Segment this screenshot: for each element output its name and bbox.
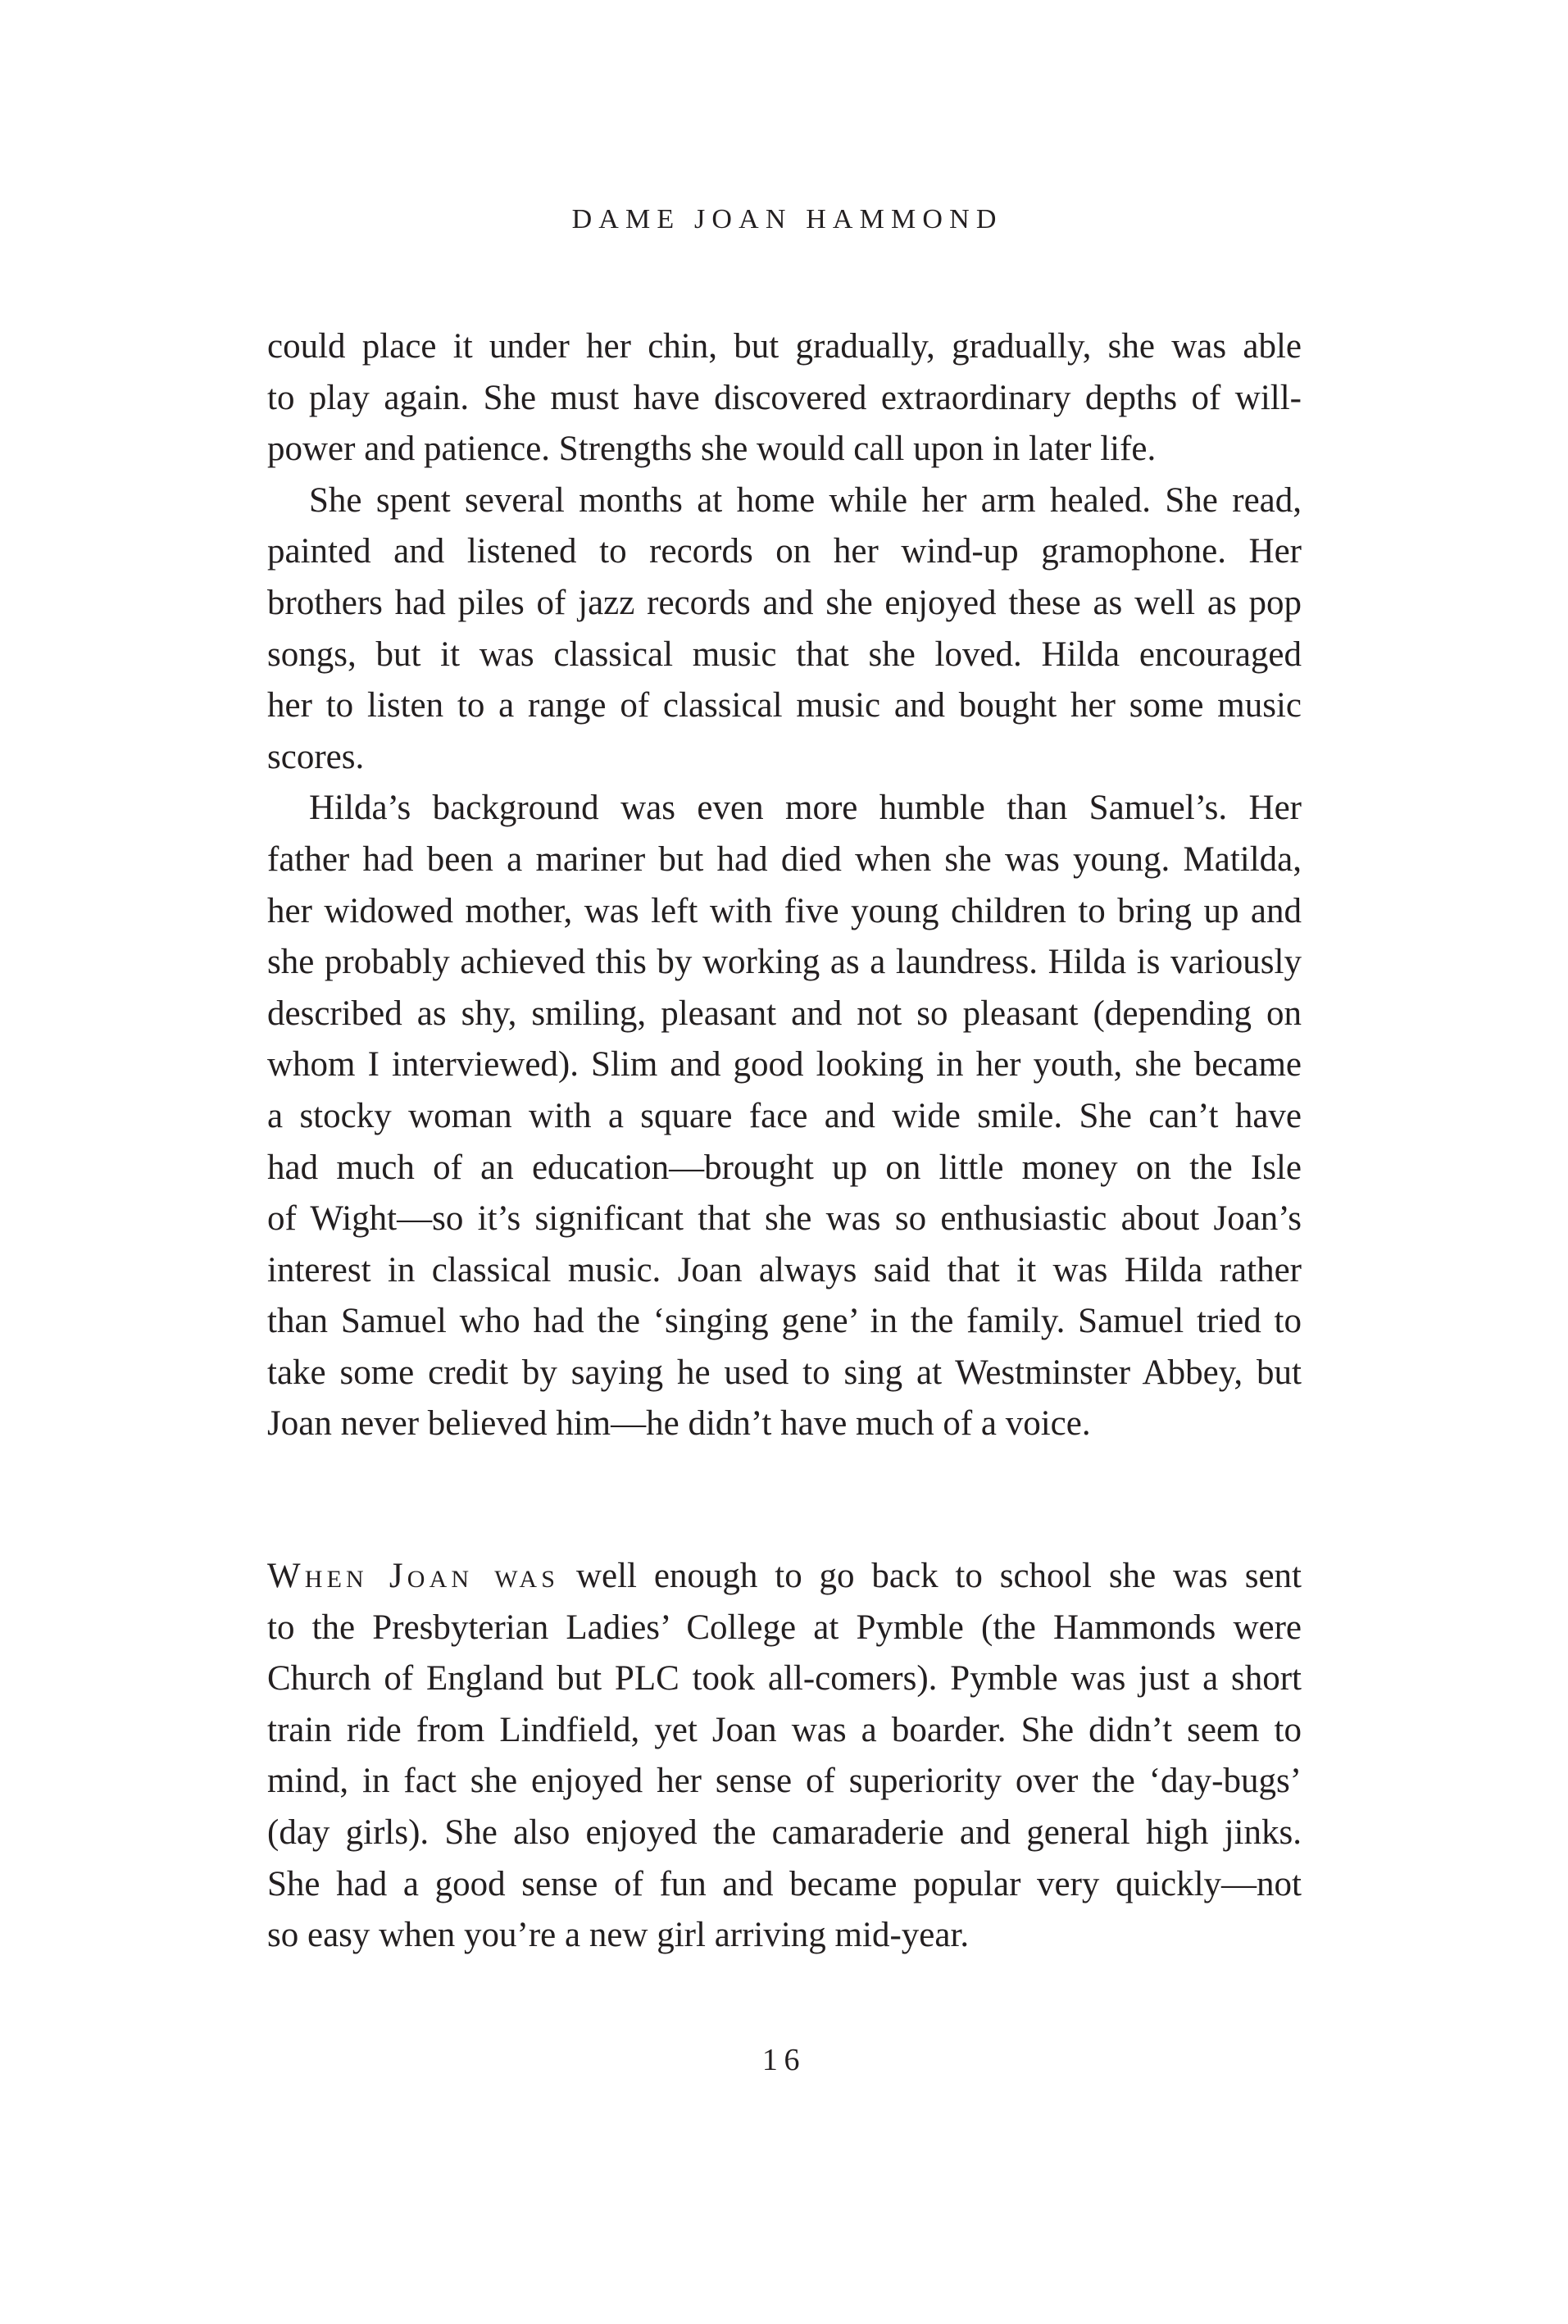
text-line: her widowed mother, was left with five young children to bring up and (267, 891, 1302, 930)
running-head: DAME JOAN HAMMOND (571, 204, 1003, 234)
section-opening-smallcaps: When Joan was (267, 1557, 560, 1595)
paragraph-4 (267, 1551, 1302, 1962)
paragraph-3 (267, 783, 1302, 1450)
text-line: had much of an education—brought up on little money on the Isle (267, 1148, 1302, 1187)
text-line: mind, in fact she enjoyed her sense of superiority over the ‘day-bugs’ (267, 1762, 1302, 1801)
text-line: scores. (267, 737, 365, 776)
text-line: She spent several months at home while her arm healed. She read, (309, 480, 1302, 520)
text-line: Hilda’s background was even more humble than Samuel’s. Her (309, 789, 1302, 828)
text-line: than Samuel who had the ‘singing gene’ in the family. Samuel tried to (267, 1302, 1302, 1341)
text-line-opening (267, 1551, 1302, 1603)
text-line: so easy when you’re a new girl arriving mid-year. (267, 1916, 970, 1955)
text-line: Church of England but PLC took all-comers). Pymble was just a short (267, 1659, 1302, 1699)
body-text-section-2 (267, 1551, 1302, 1962)
text-line: power and patience. Strengths she would call upon in later life. (267, 430, 1157, 469)
text-line: to the Presbyterian Ladies’ College at Pymble (the Hammonds were (267, 1608, 1302, 1647)
text-line: could place it under her chin, but gradually, gradually, she was able (267, 327, 1302, 366)
text-line: train ride from Lindfield, yet Joan was a boarder. She didn’t seem to (267, 1710, 1302, 1749)
text-line: she probably achieved this by working as a laundress. Hilda is variously (267, 943, 1302, 982)
text-line: interest in classical music. Joan always said that it was Hilda rather (267, 1250, 1302, 1289)
paragraph-1 (267, 321, 1302, 475)
text-line: to play again. She must have discovered extraordinary depths of will- (267, 378, 1302, 417)
text-line: take some credit by saying he used to sing at Westminster Abbey, but (267, 1353, 1302, 1392)
opening-line-rest: well enough to go back to school she was sent (559, 1557, 1302, 1595)
text-line: father had been a mariner but had died when she was young. Matilda, (267, 839, 1302, 879)
text-line: brothers had piles of jazz records and she enjoyed these as well as pop (267, 583, 1302, 622)
text-line: of Wight—so it’s significant that she was so enthusiastic about Joan’s (267, 1199, 1302, 1239)
paragraph-2 (267, 475, 1302, 784)
text-line: her to listen to a range of classical music and bought her some music (267, 686, 1302, 725)
text-line: a stocky woman with a square face and wide smile. She can’t have (267, 1096, 1302, 1135)
page-number: 16 (761, 2043, 807, 2077)
text-line: whom I interviewed). Slim and good looking in her youth, she became (267, 1045, 1302, 1085)
text-line: (day girls). She also enjoyed the camaraderie and general high jinks. (267, 1812, 1302, 1852)
text-line: described as shy, smiling, pleasant and not so pleasant (depending on (267, 994, 1302, 1033)
text-line: Joan never believed him—he didn’t have much of a voice. (267, 1404, 1091, 1444)
text-line: painted and listened to records on her wind-up gramophone. Her (267, 532, 1302, 571)
text-line: She had a good sense of fun and became popular very quickly—not (267, 1864, 1302, 1903)
text-line: songs, but it was classical music that she loved. Hilda encouraged (267, 634, 1302, 674)
body-text-section-1 (267, 321, 1302, 1450)
